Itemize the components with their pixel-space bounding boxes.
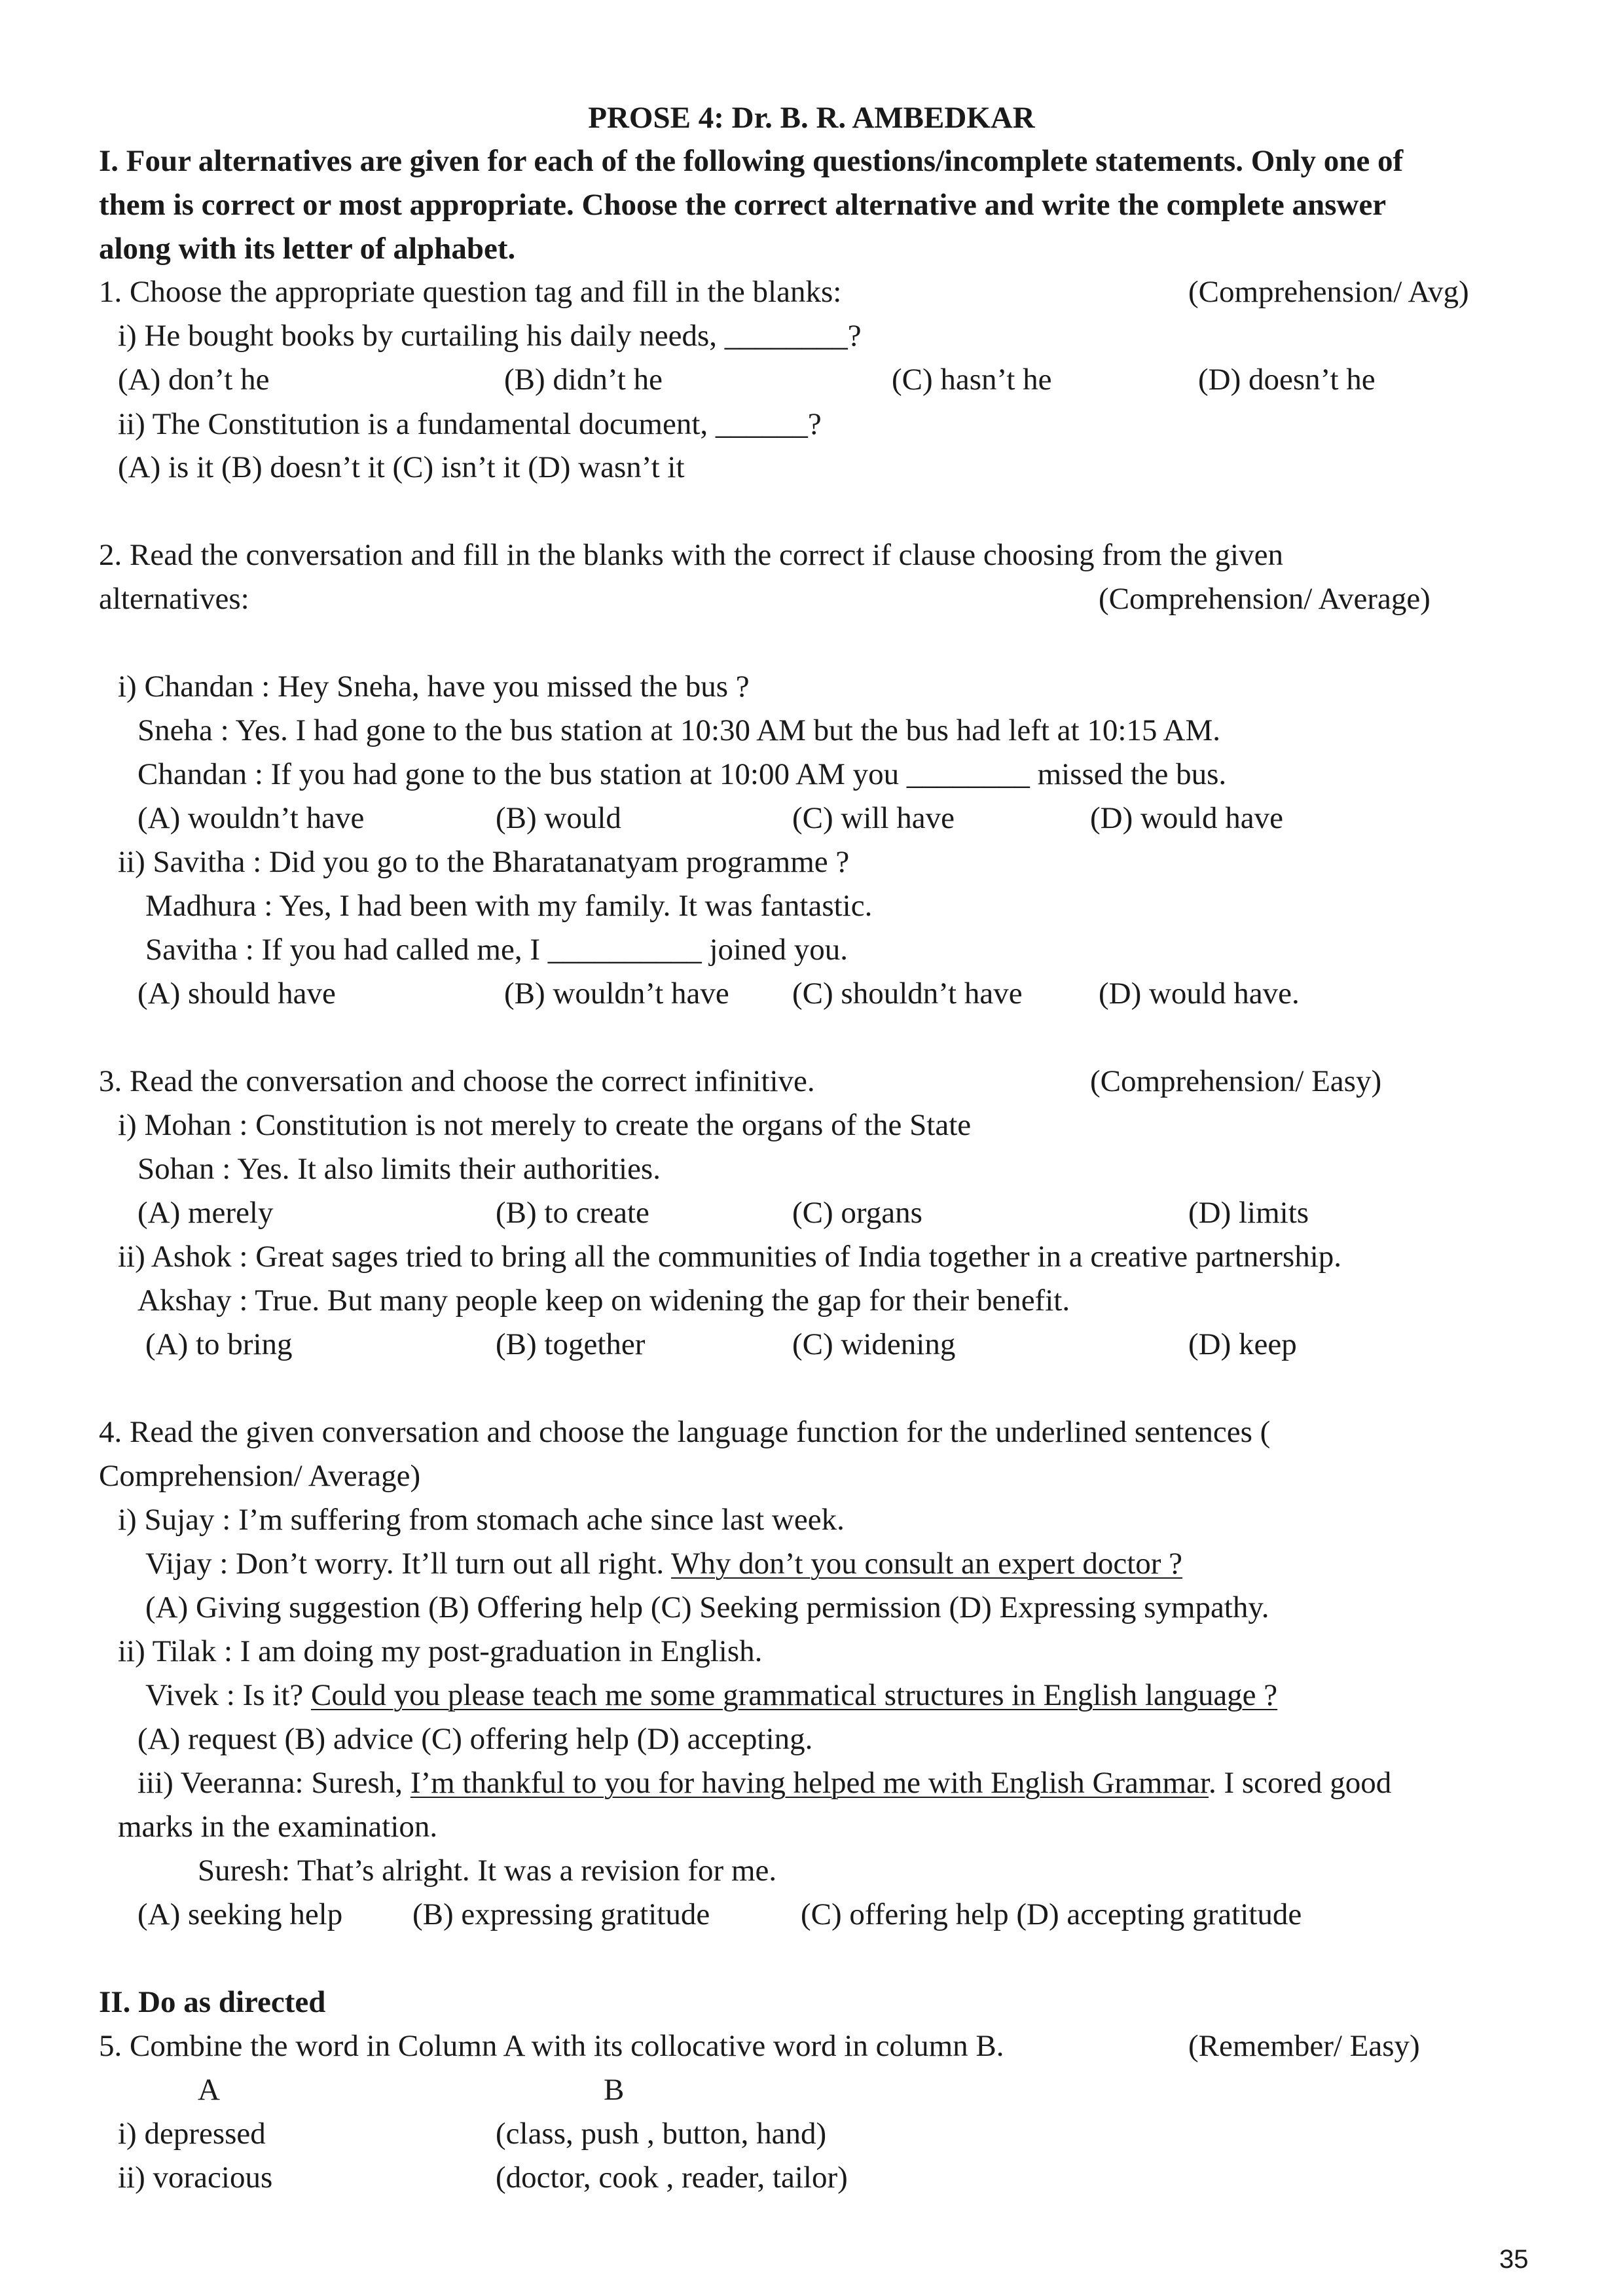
- q2-i-line3: Chandan : If you had gone to the bus station at 10:00 AM you ________ missed the bus.: [137, 757, 1227, 791]
- q2-tag: (Comprehension/ Average): [1099, 582, 1431, 616]
- q5-row1-b: (class, push , button, hand): [496, 2117, 827, 2151]
- q1-stem: 1. Choose the appropriate question tag and fill in the blanks:: [99, 275, 842, 309]
- q4-stem-line1: 4. Read the given conversation and choose the language function for the underlined sentences (: [99, 1415, 1271, 1449]
- q1-ii-options: (A) is it (B) doesn’t it (C) isn’t it (D) wasn’t it: [118, 450, 685, 484]
- q5-column-a-header: A: [198, 2073, 220, 2107]
- q2-i-option-d: (D) would have: [1090, 801, 1283, 835]
- q3-tag: (Comprehension/ Easy): [1090, 1064, 1382, 1098]
- q3-ii-option-a: (A) to bring: [145, 1327, 293, 1361]
- q3-ii-line1: ii) Ashok : Great sages tried to bring all the communities of India together in a creative partnership.: [118, 1240, 1342, 1274]
- section1-heading-line3: along with its letter of alphabet.: [99, 232, 516, 266]
- q2-stem-line1: 2. Read the conversation and fill in the blanks with the correct if clause choosing from the given: [99, 538, 1283, 572]
- q4-i-options: (A) Giving suggestion (B) Offering help (C) Seeking permission (D) Expressing sympathy.: [145, 1590, 1269, 1624]
- q4-iii-underlined-sentence: I’m thankful to you for having helped me with English Grammar: [410, 1766, 1209, 1800]
- q4-i-line2-text: Vijay : Don’t worry. It’ll turn out all right.: [145, 1547, 672, 1581]
- q1-tag: (Comprehension/ Avg): [1188, 275, 1469, 309]
- q4-iii-option-b: (B) expressing gratitude: [412, 1897, 710, 1931]
- q5-row1-a: i) depressed: [118, 2117, 266, 2151]
- q4-iii-option-cd: (C) offering help (D) accepting gratitude: [801, 1897, 1302, 1931]
- q4-ii-underlined-sentence: Could you please teach me some grammatical structures in English language ?: [311, 1678, 1278, 1712]
- q2-ii-line1: ii) Savitha : Did you go to the Bharatanatyam programme ?: [118, 845, 850, 879]
- q2-i-option-c: (C) will have: [792, 801, 955, 835]
- q2-ii-option-d: (D) would have.: [1099, 977, 1300, 1011]
- q4-i-line1: i) Sujay : I’m suffering from stomach ache since last week.: [118, 1503, 845, 1537]
- q4-iii-option-a: (A) seeking help: [137, 1897, 343, 1931]
- q4-iii-line3: Suresh: That’s alright. It was a revision for me.: [198, 1854, 777, 1888]
- q2-i-option-a: (A) wouldn’t have: [137, 801, 365, 835]
- q3-i-option-a: (A) merely: [137, 1196, 274, 1230]
- q4-iii-line1-tail: . I scored good: [1208, 1766, 1392, 1800]
- q2-i-line1: i) Chandan : Hey Sneha, have you missed the bus ?: [118, 670, 750, 704]
- q4-iii-line1-text: iii) Veeranna: Suresh,: [137, 1766, 410, 1800]
- q5-row2-b: (doctor, cook , reader, tailor): [496, 2161, 848, 2195]
- q4-stem-line2: Comprehension/ Average): [99, 1459, 421, 1493]
- q1-i-option-c: (C) hasn’t he: [892, 363, 1052, 397]
- q3-ii-option-b: (B) together: [496, 1327, 646, 1361]
- page-title: PROSE 4: Dr. B. R. AMBEDKAR: [588, 101, 1035, 135]
- q5-column-b-header: B: [604, 2073, 625, 2107]
- q3-i-option-c: (C) organs: [792, 1196, 922, 1230]
- q4-i-underlined-sentence: Why don’t you consult an expert doctor ?: [671, 1547, 1183, 1581]
- q3-i-option-b: (B) to create: [496, 1196, 649, 1230]
- q2-i-option-b: (B) would: [496, 801, 621, 835]
- q2-stem-line2: alternatives:: [99, 582, 249, 616]
- q5-stem: 5. Combine the word in Column A with its collocative word in column B.: [99, 2029, 1004, 2063]
- q4-iii-line2: marks in the examination.: [118, 1810, 438, 1844]
- section1-heading-line1: I. Four alternatives are given for each of the following questions/incomplete statements. Only one of: [99, 144, 1404, 178]
- q5-row2-a: ii) voracious: [118, 2161, 273, 2195]
- section1-heading-line2: them is correct or most appropriate. Choose the correct alternative and write the complete answer: [99, 188, 1387, 222]
- q3-i-line2: Sohan : Yes. It also limits their authorities.: [137, 1152, 661, 1186]
- q4-ii-line2-text: Vivek : Is it?: [145, 1678, 312, 1712]
- q4-iii-line1: [137, 1765, 1391, 1801]
- q3-stem: 3. Read the conversation and choose the correct infinitive.: [99, 1064, 815, 1098]
- q1-i-option-a: (A) don’t he: [118, 363, 270, 397]
- q2-ii-option-c: (C) shouldn’t have: [792, 977, 1023, 1011]
- q1-ii-question: ii) The Constitution is a fundamental document, ______?: [118, 407, 822, 441]
- q1-i-option-d: (D) doesn’t he: [1198, 363, 1376, 397]
- q3-i-option-d: (D) limits: [1188, 1196, 1309, 1230]
- q2-i-line2: Sneha : Yes. I had gone to the bus station at 10:30 AM but the bus had left at 10:15 AM.: [137, 713, 1221, 747]
- q2-ii-line2: Madhura : Yes, I had been with my family. It was fantastic.: [145, 889, 873, 923]
- q3-ii-line2: Akshay : True. But many people keep on widening the gap for their benefit.: [137, 1283, 1070, 1318]
- page-number: 35: [1499, 2245, 1529, 2274]
- q3-ii-option-c: (C) widening: [792, 1327, 956, 1361]
- q3-ii-option-d: (D) keep: [1188, 1327, 1297, 1361]
- q2-ii-option-a: (A) should have: [137, 977, 336, 1011]
- q1-i-option-b: (B) didn’t he: [504, 363, 663, 397]
- q4-i-line2: [145, 1545, 1182, 1582]
- q4-ii-options: (A) request (B) advice (C) offering help (D) accepting.: [137, 1722, 813, 1756]
- q5-tag: (Remember/ Easy): [1188, 2029, 1420, 2063]
- q4-ii-line1: ii) Tilak : I am doing my post-graduation in English.: [118, 1634, 763, 1668]
- section2-heading: II. Do as directed: [99, 1985, 326, 2019]
- q1-i-question: i) He bought books by curtailing his daily needs, ________?: [118, 319, 862, 353]
- q4-ii-line2: [145, 1677, 1277, 1713]
- q2-ii-option-b: (B) wouldn’t have: [504, 977, 729, 1011]
- q2-ii-line3: Savitha : If you had called me, I __________ joined you.: [145, 933, 848, 967]
- q3-i-line1: i) Mohan : Constitution is not merely to create the organs of the State: [118, 1108, 972, 1142]
